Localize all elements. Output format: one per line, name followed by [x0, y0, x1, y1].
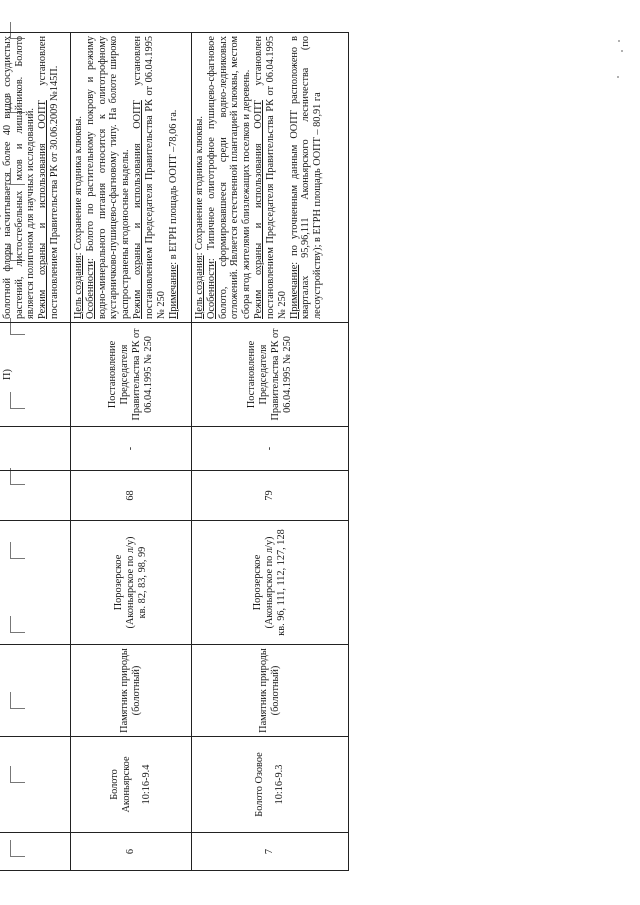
rotated-page	[0, 33, 429, 871]
characteristics-cell	[0, 33, 71, 323]
table-row	[71, 33, 192, 871]
basis-cell: П)	[0, 323, 71, 427]
regime-label: Режим охраны и использования ООПТ	[132, 100, 144, 319]
goal-text: : Сохранение ягодника клюквы.	[73, 116, 84, 256]
registry-number: 10:16-9.4	[140, 764, 152, 805]
forestry-name: Порозерское (Аконьярское по л/у)	[113, 536, 137, 629]
category-cell: Памятник природы (болотный)	[192, 645, 349, 737]
regime-label: Режим охраны и использования ООПТ	[253, 100, 265, 319]
note-text: : в ЕГРН площадь ООПТ –78,06 га.	[167, 109, 179, 265]
buffer-cell: -	[71, 427, 192, 471]
num-cell: 7	[192, 833, 349, 871]
table-row-continuation	[0, 33, 71, 871]
characteristics-cell	[71, 33, 192, 323]
name-cell	[71, 737, 192, 833]
protected-areas-table	[0, 32, 349, 871]
note-label: Примечание	[167, 264, 179, 319]
regime-text: установлен постановлением Председателя Правительства РК от 06.04.1995 № 250	[253, 35, 288, 319]
name-cell	[192, 737, 349, 833]
goal-label: Цель создания	[194, 255, 205, 319]
regime-text: установлен постановлением Председателя Правительства РК от 06.04.1995 № 250	[132, 35, 167, 319]
note-label: Примечание	[288, 264, 300, 319]
basis-cell: Постановление Председателя Правительства РК от 06.04.1995 № 250	[71, 323, 192, 427]
features-label: Особенности	[84, 261, 96, 319]
category-cell: Памятник природы (болотный)	[71, 645, 192, 737]
scan-specks	[616, 36, 626, 96]
goal-text: : Сохранение ягодника клюквы.	[194, 116, 205, 256]
table-row	[192, 33, 349, 871]
quarters: кв. 82, 83, 98, 99	[136, 546, 148, 619]
forestry-cell	[71, 521, 192, 645]
num-cell: 6	[71, 833, 192, 871]
area-cell: 68	[71, 471, 192, 521]
note-text: : по уточненным данным ООПТ расположено в кварталах 95,96,111 Аконьярского лесничества (по лесоустройству); в ЕГРН площадь ООПТ – 80,91 га	[288, 36, 324, 319]
quarters: кв. 96, 111, 112, 127, 128	[275, 529, 287, 636]
char-text: болотной флоры насчитывается более 40 видов сосудистых растений, листостебельных мхов и лишайников. Болото является полигоном для научных исследований.	[1, 36, 37, 319]
area-name: Болото Аконьярское	[109, 756, 133, 813]
characteristics-cell	[192, 33, 349, 323]
basis-cell: Постановление Председателя Правительства РК от 06.04.1995 № 250	[192, 323, 349, 427]
features-label: Особенности	[205, 261, 217, 319]
forestry-cell	[192, 521, 349, 645]
goal-label: Цель создания	[73, 255, 84, 319]
forestry-name: Порозерское (Аконьярское по л/у)	[252, 536, 276, 629]
features-text: : Типичное олиготрофное пушицево-сфагновое болото, сформировавшееся среди водно-ледниковых отложений. Является естественной плантацией клюквы, местом сбора ягод жителями близлежащих поселков и деревень.	[205, 36, 253, 319]
features-text: : Болото по растительному покрову и режиму водно-минерального питания относится к олиготрофному кустарничково-пушицево-сфагновому типу. На болоте широко распространены ягодоносные выделы.	[84, 36, 132, 319]
registry-number: 10:16-9.3	[274, 764, 285, 805]
area-name: Болото Озовое	[254, 752, 266, 817]
buffer-cell: -	[192, 427, 349, 471]
area-cell: 79	[192, 471, 349, 521]
regime-label: Режим охраны и использования ООПТ	[37, 100, 49, 319]
regime-text: установлен постановлением Правительства РК от 30.06.2009 №145П.	[37, 35, 61, 319]
